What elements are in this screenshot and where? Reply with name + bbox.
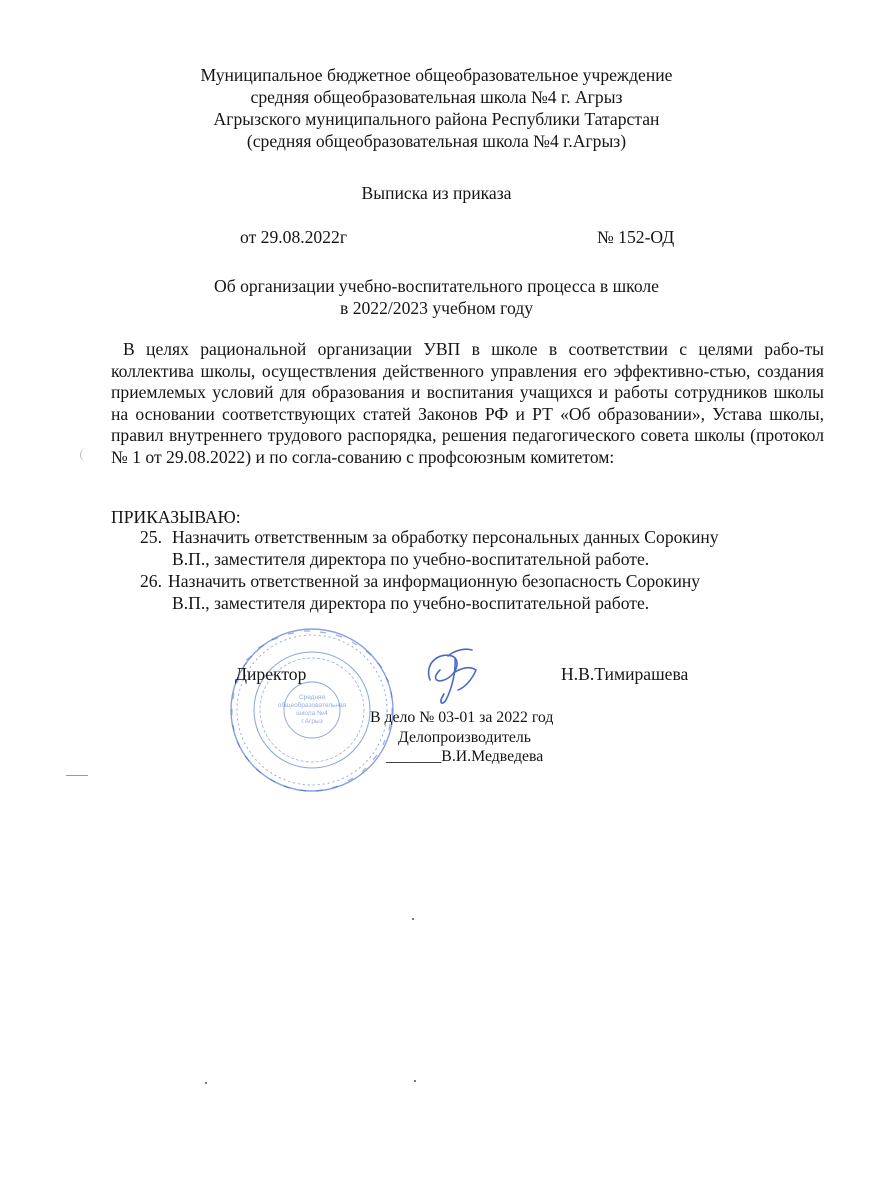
order-keyword: ПРИКАЗЫВАЮ: [111, 507, 241, 527]
filing-line-case: В дело № 03-01 за 2022 год [370, 709, 554, 726]
subject-line-2: в 2022/2023 учебном году [340, 298, 533, 318]
signer-name: Н.В.Тимирашева [561, 664, 689, 684]
header-line-1: Муниципальное бюджетное общеобразовательное учреждение [200, 65, 673, 85]
order-item-number: 26. [140, 571, 162, 591]
svg-text:общеобразовательная: общеобразовательная [277, 702, 347, 709]
order-item-continuation: В.П., заместителя директора по учебно-воспитательной работе. [172, 548, 650, 569]
order-item-number: 25. [140, 527, 162, 547]
header-line-2: средняя общеобразовательная школа №4 г. Агрыз [250, 87, 623, 107]
svg-text:г.Агрыз: г.Агрыз [301, 718, 323, 725]
scan-mark [80, 448, 95, 462]
preamble-paragraph: В целях рациональной организации УВП в школе в соответствии с целями рабо-ты коллектива школы, осуществления действенного управления его эффективно-стью, создания приемлемых условий для образования и воспитания учащихся и работы сотрудников школы на основании соответствующих статей Законов РФ и РТ «Об образовании», Устава школы, правил внутреннего трудового распорядка, решения педагогического совета школы (протокол № 1 от 29.08.2022) и по согла-сованию с профсоюзным комитетом: [111, 339, 824, 467]
order-date: от 29.08.2022г [240, 227, 348, 247]
order-number: № 152-ОД [597, 227, 675, 247]
document-type-title: Выписка из приказа [361, 183, 512, 203]
svg-text:школа №4: школа №4 [296, 710, 328, 717]
scan-speck [205, 1082, 207, 1084]
signer-position: Директор [235, 664, 307, 684]
scan-mark [66, 775, 88, 776]
header-line-3: Агрызского муниципального района Республики Татарстан [213, 109, 660, 129]
subject-line-1: Об организации учебно-воспитательного процесса в школе [214, 276, 659, 296]
filing-note [370, 708, 553, 767]
order-item-continuation: В.П., заместителя директора по учебно-воспитательной работе. [172, 592, 650, 613]
scan-speck [412, 918, 414, 920]
filing-line-clerk-title: Делопроизводитель [398, 728, 531, 746]
order-item-text: Назначить ответственным за обработку персональных данных Сорокину [172, 527, 719, 547]
scan-speck [414, 1080, 416, 1082]
order-item-text: Назначить ответственной за информационную безопасность Сорокину [168, 571, 701, 591]
filing-line-clerk-name: _______В.И.Медведева [386, 748, 544, 765]
svg-text:Средняя: Средняя [298, 694, 326, 701]
header-line-4: (средняя общеобразовательная школа №4 г.Агрыз) [246, 131, 627, 151]
